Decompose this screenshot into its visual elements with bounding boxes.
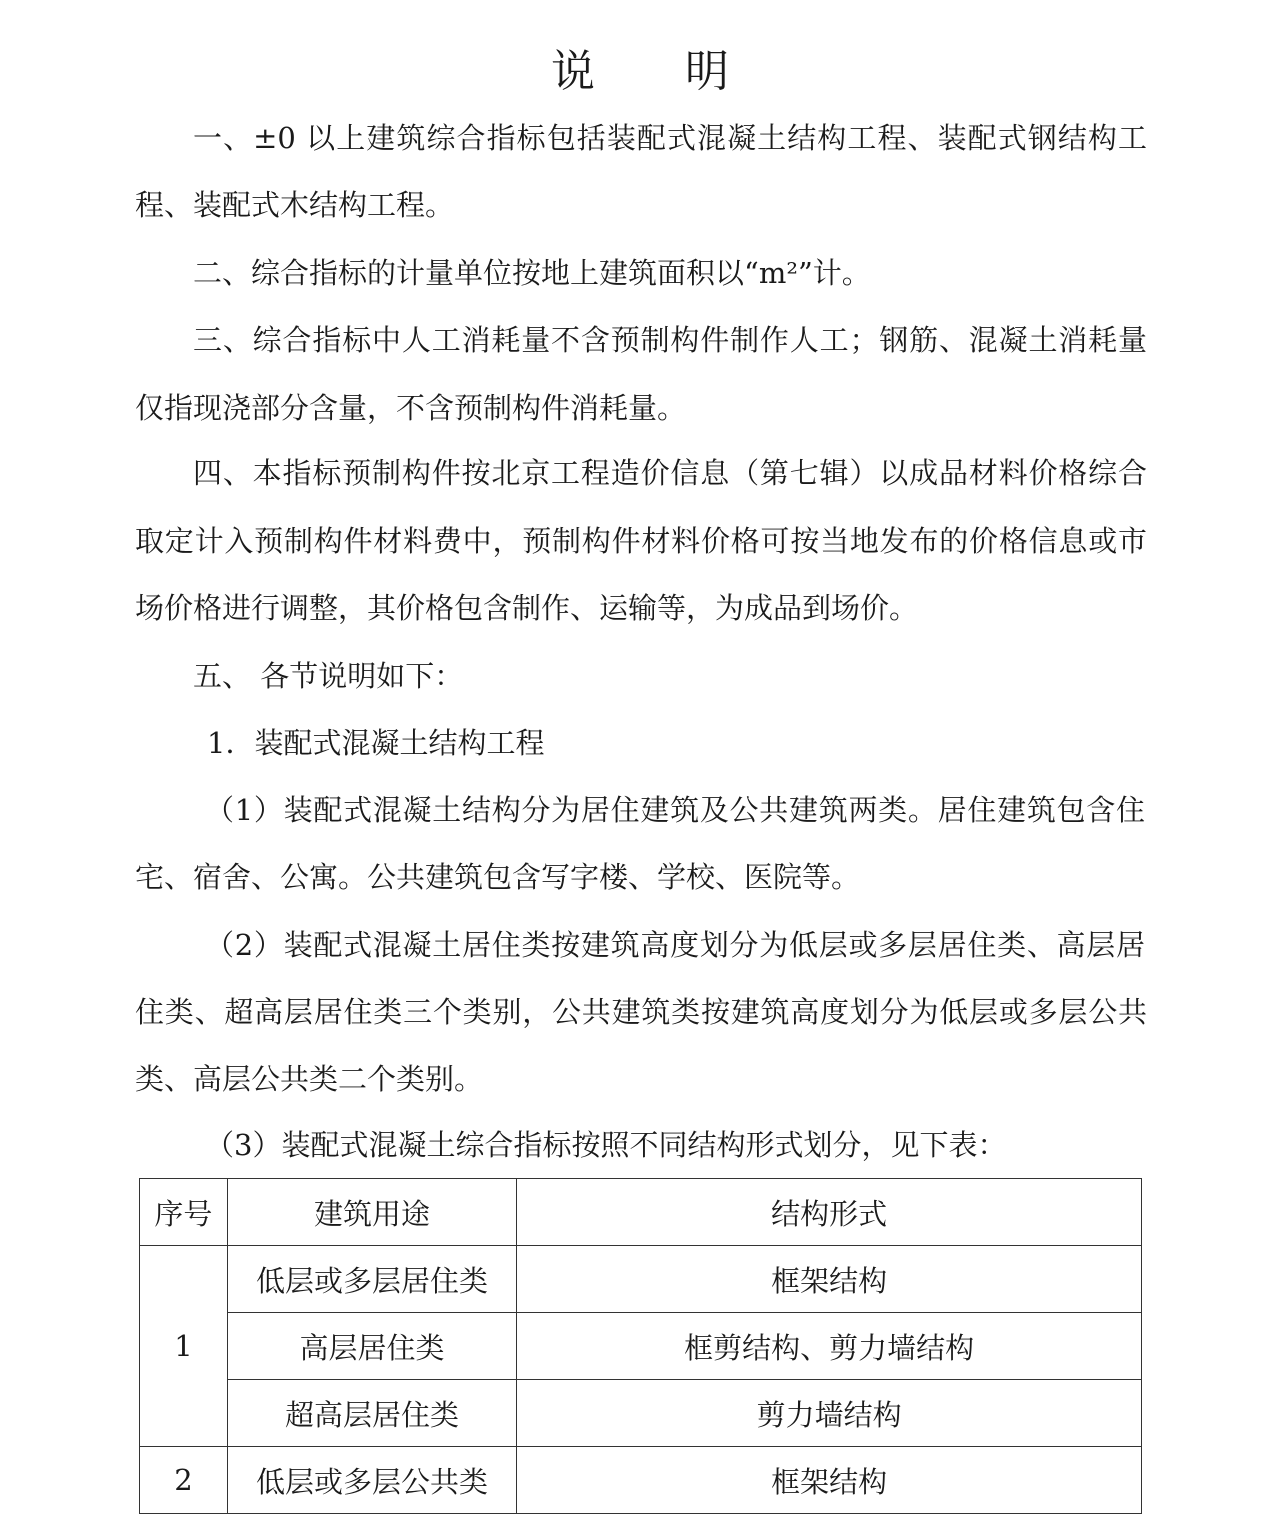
row-use: 高层居住类 (227, 1313, 516, 1380)
row-no: 1 (140, 1246, 228, 1447)
paragraph-4-line-2: 取定计入预制构件材料费中，预制构件材料价格可按当地发布的价格信息或市 (135, 524, 1147, 558)
structure-form-table (139, 1178, 1142, 1514)
section-heading-1: 1．装配式混凝土结构工程 (207, 726, 545, 760)
row-form: 框架结构 (517, 1447, 1142, 1514)
row-use: 低层或多层公共类 (227, 1447, 516, 1514)
title-char-2: 明 (685, 46, 729, 97)
paragraph-7-line-1: （1）装配式混凝土结构分为居住建筑及公共建筑两类。居住建筑包含住 (205, 793, 1145, 827)
table-row (140, 1246, 1142, 1313)
table-row (140, 1447, 1142, 1514)
row-form: 剪力墙结构 (517, 1380, 1142, 1447)
paragraph-7-line-2: 宅、宿舍、公寓。公共建筑包含写字楼、学校、医院等。 (135, 860, 861, 894)
page-title (0, 40, 1280, 104)
paragraph-5-line-1: 五、 各节说明如下： (193, 659, 464, 693)
row-no: 2 (140, 1447, 228, 1514)
paragraph-8-line-1: （2）装配式混凝土居住类按建筑高度划分为低层或多层居住类、高层居 (205, 928, 1145, 962)
header-no: 序号 (140, 1179, 228, 1246)
paragraph-4-line-1: 四、本指标预制构件按北京工程造价信息（第七辑）以成品材料价格综合 (193, 456, 1147, 490)
header-use: 建筑用途 (227, 1179, 516, 1246)
paragraph-3-line-1: 三、综合指标中人工消耗量不含预制构件制作人工；钢筋、混凝土消耗量 (193, 323, 1147, 357)
paragraph-8-line-2: 住类、超高层居住类三个类别，公共建筑类按建筑高度划分为低层或多层公共 (135, 995, 1147, 1029)
row-form: 框架结构 (517, 1246, 1142, 1313)
paragraph-1-line-2: 程、装配式木结构工程。 (135, 188, 455, 222)
title-char-1: 说 (551, 46, 595, 97)
paragraph-4-line-3: 场价格进行调整，其价格包含制作、运输等，为成品到场价。 (135, 591, 919, 625)
table-header-row (140, 1179, 1142, 1246)
paragraph-1-line-1: 一、±0 以上建筑综合指标包括装配式混凝土结构工程、装配式钢结构工 (193, 121, 1147, 155)
row-form: 框剪结构、剪力墙结构 (517, 1313, 1142, 1380)
paragraph-2-line-1: 二、综合指标的计量单位按地上建筑面积以“m²”计。 (193, 256, 871, 290)
table-row (140, 1313, 1142, 1380)
header-form: 结构形式 (517, 1179, 1142, 1246)
paragraph-3-line-2: 仅指现浇部分含量，不含预制构件消耗量。 (135, 391, 687, 425)
paragraph-8-line-3: 类、高层公共类二个类别。 (135, 1062, 484, 1096)
row-use: 低层或多层居住类 (227, 1246, 516, 1313)
row-use: 超高层居住类 (227, 1380, 516, 1447)
paragraph-9-line-1: （3）装配式混凝土综合指标按照不同结构形式划分，见下表： (205, 1128, 1007, 1162)
table-row (140, 1380, 1142, 1447)
